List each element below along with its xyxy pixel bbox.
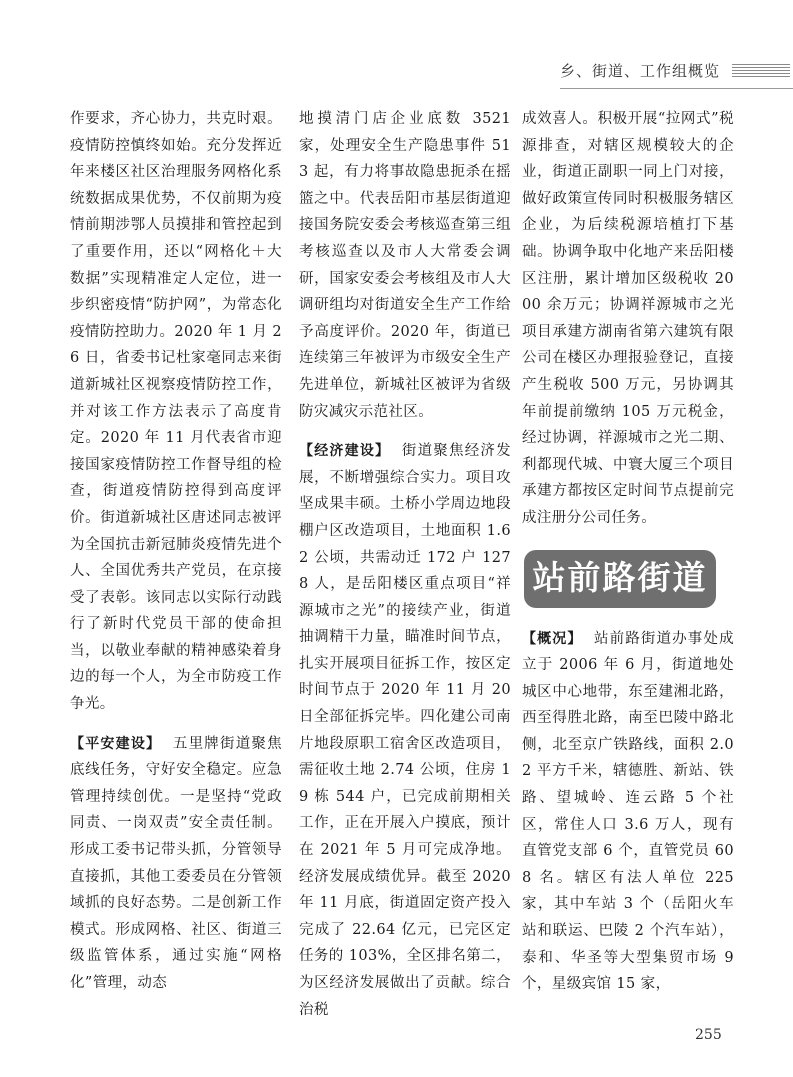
paragraph [522, 626, 734, 998]
paragraph: 成效喜人。积极开展“拉网式”税源排查，对辖区规模较大的企业，街道正副职一同上门对接，做好政策宣传同时积极服务辖区企业，为后续税源培植打下基础。协调争取中化地产来岳阳楼区注册，累计增加区级税收 2000 余万元；协调祥源城市之光项目承建方湖南省第六建筑有限公司在楼区办理报验登记，直接产生税收 500 万元，另协调其年前提前缴纳 105 万元税金，经过协调，祥源城市之光二期、利都现代城、中寰大厦三个项目承建方都按区定时间节点提前完成注册分公司任务。 [522, 111, 734, 526]
header-stripe-ornament [732, 64, 790, 78]
section-tag: 【经济建设】 [299, 443, 391, 460]
text-column-1 [70, 106, 282, 997]
paragraph [299, 438, 511, 1023]
text-column-3 [522, 106, 734, 998]
paragraph: 地摸清门店企业底数 3521 家，处理安全生产隐患事件 513 起，有力将事故隐患扼杀在摇篮之中。代表岳阳市基层街道迎接国务院安委会考核巡查第三组考核巡查以及市人大常委会调研，国家安委会考核组及市人大调研组均对街道安全生产工作给予高度评价。2020 年，街道已连续第三年被评为市级安全生产先进单位，新城社区被评为省级防灾减灾示范社区。 [299, 111, 511, 420]
header-rule [560, 88, 793, 89]
paragraph-text: 街道聚焦经济发展，不断增强综合实力。项目攻坚成果丰硕。土桥小学周边地段棚户区改造项目，土地面积 1.62 公顷，共需动迁 172 户 1278 人，是岳阳楼区重点项目“祥源城市之光”的接续产业，街道抽调精干力量，瞄准时间节点，扎实开展项目征拆工作，按区定时间节点于 2020 年 11 月 20 日全部征拆完毕。四化建公司南片地段原职工宿舍区改造项目，需征收土地 2.74 公顷，住房 19 栋 544 户，已完成前期相关工作，正在开展入户摸底，预计在 2021 年 5 月可完成净地。经济发展成绩优异。截至 2020 年 11 月底，街道固定资产投入完成了 22.64 亿元，已完区定任务的 103%，全区排名第二，为区经济发展做出了贡献。综合治税 [299, 443, 511, 1018]
paragraph-text: 站前路街道办事处成立于 2006 年 6 月，街道地处城区中心地带，东至建湘北路，西至得胜北路，南至巴陵中路北侧，北至京广铁路线，面积 2.02 平方千米，辖德胜、新站、铁路、望城岭、连云路 5 个社区，常住人口 3.6 万人，现有直管党支部 6 个，直管党员 608 名。辖区有法人单位 225 家，其中车站 3 个（岳阳火车站和联运、巴陵 2 个汽车站），泰和、华圣等大型集贸市场 9 个，星级宾馆 15 家， [522, 630, 734, 993]
header-title: 乡、街道、工作组概览 [560, 62, 721, 80]
running-header [560, 52, 793, 90]
section-tag: 【平安建设】 [70, 735, 162, 752]
page-number: 255 [695, 1027, 722, 1043]
text-column-2 [299, 106, 511, 1023]
section-tag: 【概况】 [522, 630, 583, 647]
paragraph-text: 五里牌街道聚焦底线任务，守好安全稳定。应急管理持续创优。一是坚持“党政同责、一岗双责”安全责任制。形成工委书记带头抓，分管领导直接抓，其他工委委员在分管领域抓的良好态势。二是创新工作模式。形成网格、社区、街道三级监管体系，通过实施“网格化”管理，动态 [70, 735, 282, 991]
paragraph: 作要求，齐心协力，共克时艰。疫情防控慎终如始。充分发挥近年来楼区社区治理服务网格化系统数据成果优势，不仅前期为疫情前期涉鄂人员摸排和管控起到了重要作用，还以“网格化＋大数据”实现精准定人定位，进一步织密疫情“防护网”，为常态化疫情防控助力。2020 年 1 月 26 日，省委书记杜家毫同志来街道新城社区视察疫情防控工作，并对该工作方法表示了高度肯定。2020 年 11 月代表省市迎接国家疫情防控工作督导组的检查，街道疫情防控得到高度评价。街道新城社区唐述同志被评为全国抗击新冠肺炎疫情先进个人、全国优秀共产党员，在京接受了表彰。该同志以实际行动践行了新时代党员干部的使命担当，以敬业奉献的精神感染着身边的每一个人，为全市防疫工作争光。 [70, 111, 282, 713]
section-banner: 站前路街道 [524, 550, 716, 608]
paragraph [70, 731, 282, 997]
